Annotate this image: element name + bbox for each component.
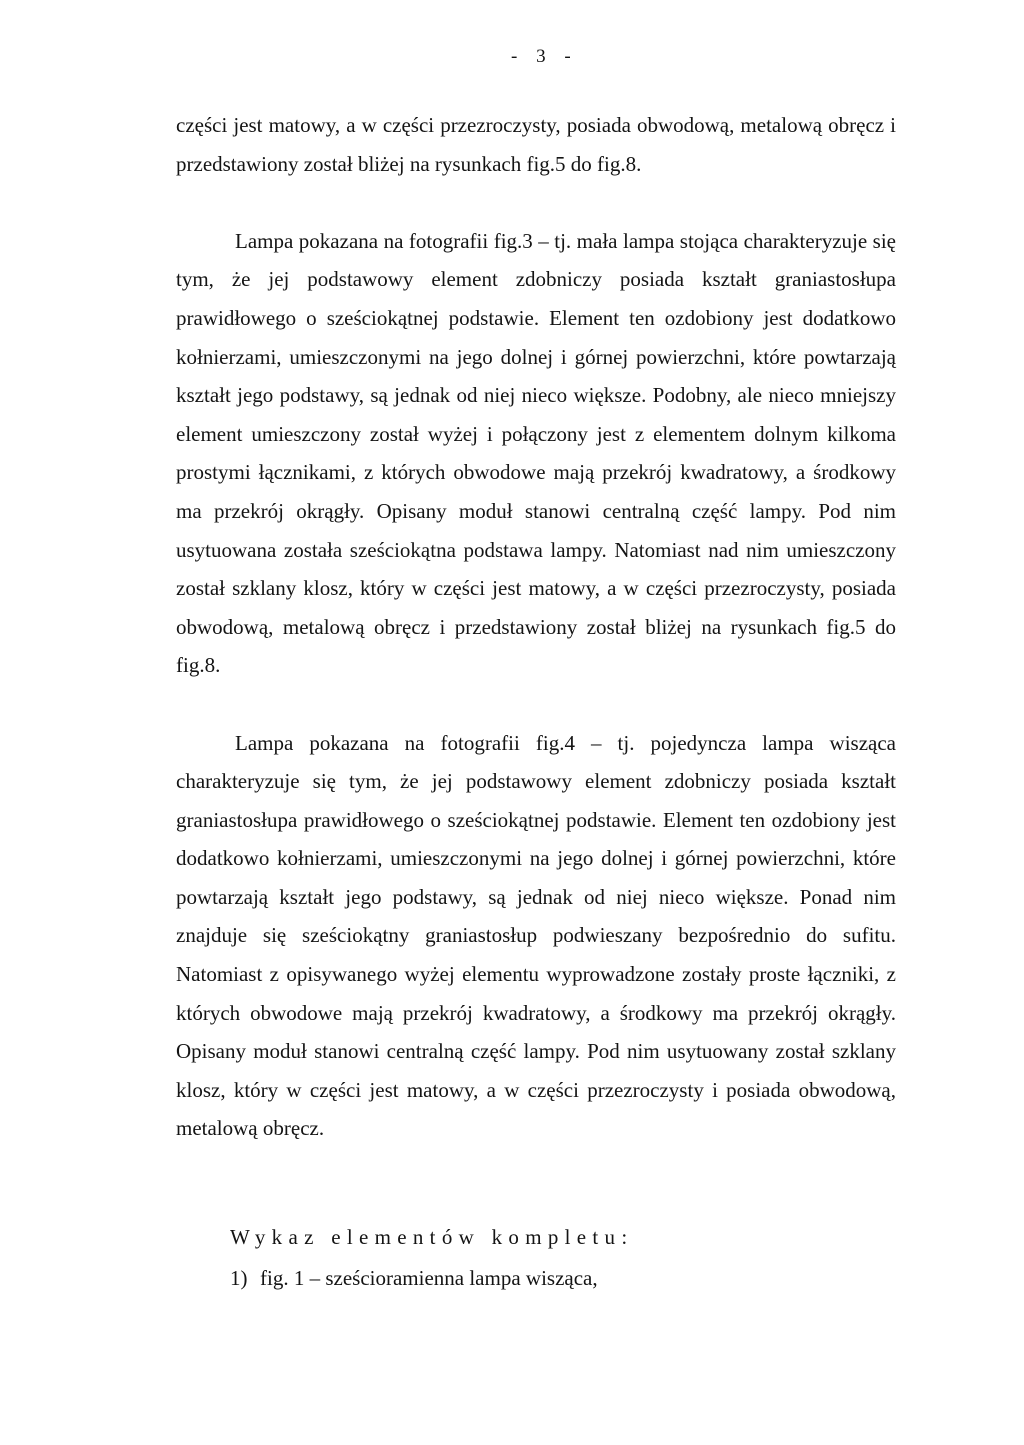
paragraph-continuation: części jest matowy, a w części przezroczysty, posiada obwodową, metalową obręcz i przedstawiony został bliżej na rysunkach fig.5 do fig.8. (176, 113, 896, 176)
paragraph-lamp-fig4: Lampa pokazana na fotografii fig.4 – tj. pojedyncza lampa wisząca charakteryzuje się tym, że jej podstawowy element zdobniczy posiada kształt graniastosłupa prawidłowego o sześciokątnej podstawie. Element ten ozdobiony jest dodatkowo kołnierzami, umieszczonymi na jego dolnej i górnej powierzchni, które powtarzają kształt jego podstawy, są jednak od niej nieco większe. Ponad nim znajduje się sześciokątny graniastosłup podwieszany bezpośrednio do sufitu. Natomiast z opisywanego wyżej elementu wyprowadzone zostały proste łączniki, z których obwodowe mają przekrój kwadratowy, a środkowy ma przekrój okrągły. Opisany moduł stanowi centralną część lampy. Pod nim usytuowany został szklany klosz, który w części jest matowy, a w części przezroczysty i posiada obwodową, metalową obręcz. (176, 730, 896, 1141)
body-text (176, 106, 896, 1148)
element-list (230, 1218, 910, 1297)
list-item-number: 1) (230, 1266, 248, 1290)
list-heading: Wykaz elementów kompletu: (230, 1225, 634, 1249)
paragraph-lamp-fig3: Lampa pokazana na fotografii fig.3 – tj. mała lampa stojąca charakteryzuje się tym, że jej podstawowy element zdobniczy posiada kształt graniastosłupa prawidłowego o sześciokątnej podstawie. Element ten ozdobiony jest dodatkowo kołnierzami, umieszczonymi na jego dolnej i górnej powierzchni, które powtarzają kształt jego podstawy, są jednak od niej nieco większe. Podobny, ale nieco mniejszy element umieszczony został wyżej i połączony jest z elementem dolnym kilkoma prostymi łącznikami, z których obwodowe mają przekrój kwadratowy, a środkowy ma przekrój okrągły. Opisany moduł stanowi centralną część lampy. Pod nim usytuowana została sześciokątna podstawa lampy. Natomiast nad nim umieszczony został szklany klosz, który w części jest matowy, a w części przezroczysty, posiada obwodową, metalową obręcz i przedstawiony został bliżej na rysunkach fig.5 do fig.8. (176, 228, 896, 678)
page-number: - 3 - (511, 46, 578, 67)
list-item (230, 1259, 910, 1297)
list-item-text: fig. 1 – sześcioramienna lampa wisząca, (260, 1266, 598, 1290)
